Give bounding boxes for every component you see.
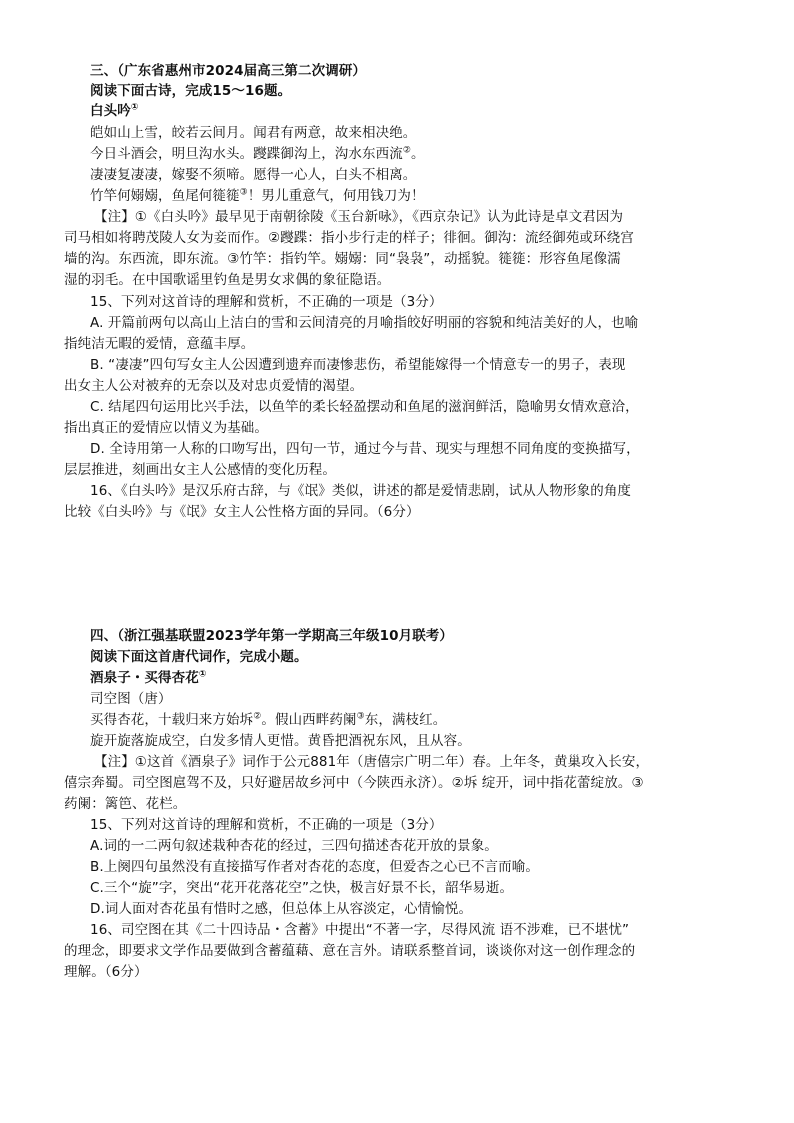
- option-d-line-1: D. 全诗用第一人称的口吻写出，四句一节，通过今与昔、现实与理想不同角度的变换描写，: [90, 441, 640, 457]
- note-line-4: 湿的羽毛。在中国歌谣里钓鱼是男女求偶的象征隐语。: [64, 272, 391, 288]
- option-c-line-2: 指出真正的爱情应以情义为基础。: [64, 420, 268, 436]
- poem-line-4: 竹竿何嫋嫋，鱼尾何簁簁③！男儿重意气，何用钱刀为！: [90, 187, 425, 204]
- ci-line-2: 旋开旋落旋成空，白发多情人更惜。黄昏把酒祝东风，且从容。: [90, 733, 471, 749]
- poem-line-1: 皑如山上雪，皎若云间月。闻君有两意，故来相决绝。: [90, 125, 417, 141]
- option-a-s4: A.词的一二两句叙述栽种杏花的经过，三四句描述杏花开放的景象。: [90, 838, 498, 854]
- poem-author: 司空图（唐）: [90, 691, 172, 707]
- question-16-s4-line-1: 16、司空图在其《二十四诗品・含蓄》中提出“不著一字，尽得风流 语不涉难，已不堪忧”: [90, 922, 630, 938]
- option-d-s4: D.词人面对杏花虽有惜时之感，但总体上从容淡定，心情愉悦。: [90, 901, 473, 917]
- question-16-line-2: 比较《白头吟》与《氓》女主人公性格方面的异同。（6分）: [64, 504, 420, 520]
- option-d-line-2: 层层推进，刻画出女主人公感情的变化历程。: [64, 462, 336, 478]
- option-b-line-2: 出女主人公对被弃的无奈以及对忠贞爱情的渴望。: [64, 378, 364, 394]
- note4-line-2: 僖宗奔蜀。司空图扈驾不及，只好避居故乡河中（今陕西永济）。②坼 绽开，词中指花蕾绽放。③: [64, 775, 644, 791]
- poem-line-3: 凄凄复凄凄，嫁娶不须啼。愿得一心人，白头不相离。: [90, 167, 417, 183]
- section4-poem-title: 酒泉子・买得杏花①: [90, 669, 207, 686]
- note-line-1: 【注】①《白头吟》最早见于南朝徐陵《玉台新咏》，《西京杂记》认为此诗是卓文君因为: [94, 209, 624, 225]
- question-16-line-1: 16、《白头吟》是汉乐府古辞，与《氓》类似，讲述的都是爱情悲剧，试从人物形象的角度: [90, 483, 632, 499]
- ci-line-1: 买得杏花，十载归来方始坼②。假山西畔药阑③东，满枝红。: [90, 711, 447, 728]
- option-a-line-1: A. 开篇前两句以高山上洁白的雪和云间清亮的月喻指皎好明丽的容貌和纯洁美好的人，也喻: [90, 315, 639, 331]
- option-c-line-1: C. 结尾四句运用比兴手法，以鱼竿的柔长轻盈摆动和鱼尾的滋润鲜活，隐喻男女情欢意洽，: [90, 399, 639, 415]
- section3-header: 三、（广东省惠州市2024届高三第二次调研）: [90, 63, 367, 79]
- note4-line-3: 药阑：篱笆、花栏。: [64, 796, 187, 812]
- option-c-s4: C.三个“旋”字，突出“花开花落花空”之快，极言好景不长，韶华易逝。: [90, 880, 514, 896]
- question-15-s4: 15、下列对这首诗的理解和赏析，不正确的一项是（3分）: [90, 817, 443, 833]
- note4-line-1: 【注】①这首《酒泉子》词作于公元881年（唐僖宗广明二年）春。上年冬，黄巢攻入长安，: [94, 754, 650, 770]
- question-16-s4-line-2: 的理念，即要求文学作品要做到含蓄蕴藉、意在言外。请联系整首词，谈谈你对这一创作理念的: [64, 943, 636, 959]
- option-a-line-2: 指纯洁无暇的爱情，意蕴丰厚。: [64, 336, 255, 352]
- section4-header: 四、（浙江强基联盟2023学年第一学期高三年级10月联考）: [90, 628, 454, 644]
- note-line-3: 墙的沟。东西流，即东流。③竹竿：指钓竿。嫋嫋：同“袅袅”，动摇貌。簁簁：形容鱼尾像濡: [64, 251, 621, 267]
- note-line-2: 司马相如将聘茂陵人女为妾而作。②躞蹀：指小步行走的样子；徘徊。御沟：流经御苑或环绕宫: [64, 230, 634, 246]
- section4-instruction: 阅读下面这首唐代词作，完成小题。: [90, 649, 308, 665]
- option-b-line-1: B. “凄凄”四句写女主人公因遭到遗弃而凄惨悲伤，希望能嫁得一个情意专一的男子，表现: [90, 357, 626, 373]
- question-15: 15、下列对这首诗的理解和赏析，不正确的一项是（3分）: [90, 294, 443, 310]
- question-16-s4-line-3: 理解。（6分）: [64, 964, 148, 980]
- poem-line-2: 今日斗酒会，明旦沟水头。躞蹀御沟上，沟水东西流②。: [90, 145, 425, 162]
- option-b-s4: B.上阕四句虽然没有直接描写作者对杏花的态度，但爱杏之心已不言而喻。: [90, 859, 539, 875]
- section3-instruction: 阅读下面古诗，完成15～16题。: [90, 83, 292, 99]
- section3-poem-title: 白头吟①: [90, 102, 139, 119]
